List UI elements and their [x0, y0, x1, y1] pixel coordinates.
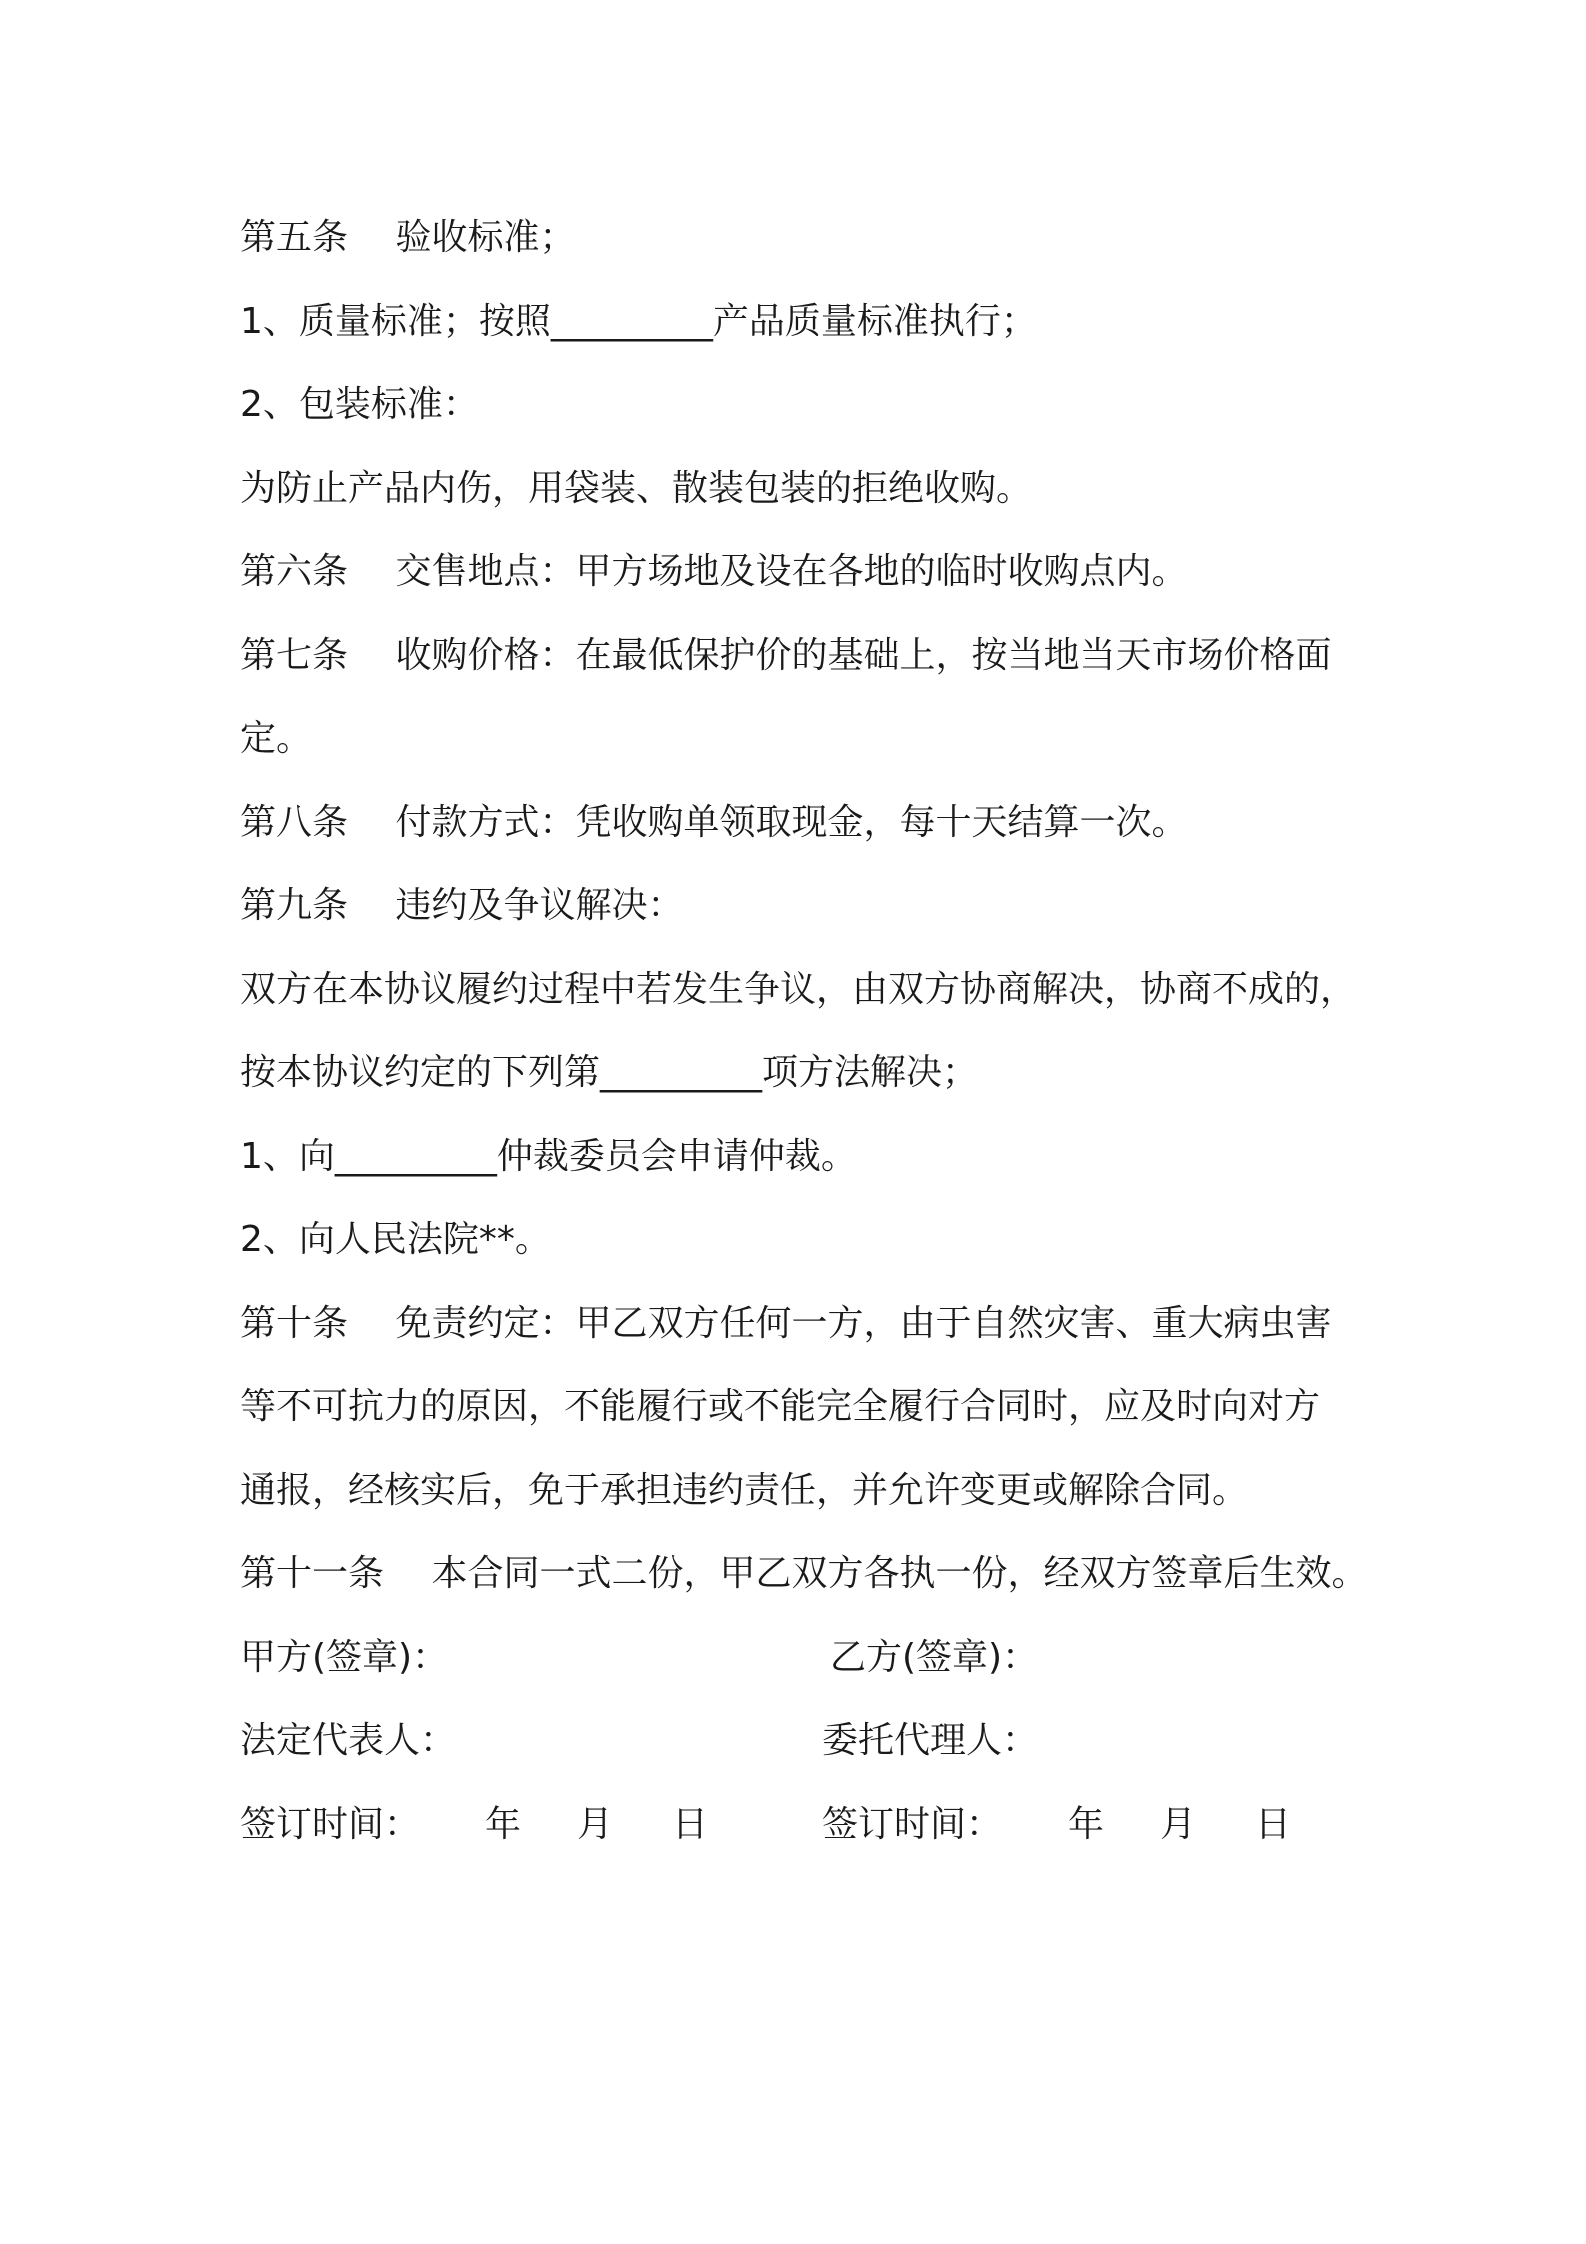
clause-7-continuation: 定。: [240, 718, 313, 759]
dispute-line-2: 按本协议约定的下列第_________项方法解决；: [240, 1052, 979, 1093]
clause-7-line: 第七条 收购价格：在最低保护价的基础上，按当地当天市场价格面: [240, 634, 1332, 676]
quality-standard-line: 1、质量标准；按照_________产品质量标准执行；: [240, 300, 1037, 342]
party-a-day: 日: [672, 1803, 709, 1845]
clause-10-line-1: 第十条 免责约定：甲乙双方任何一方，由于自然灾害、重大病虫害: [240, 1302, 1332, 1344]
party-b-day: 日: [1255, 1803, 1292, 1845]
signature-row: [240, 1616, 1360, 1700]
clause-11-line: 第十一条 本合同一式二份，甲乙双方各执一份，经双方签章后生效。: [240, 1553, 1368, 1594]
contract-body: [240, 196, 1368, 1866]
clause-6-line: 第六条 交售地点：甲方场地及设在各地的临时收购点内。: [240, 551, 1188, 592]
party-b-sign-time-label: 签订时间：: [822, 1803, 1003, 1845]
party-a-sign-time-label: 签订时间：: [240, 1803, 421, 1845]
court-option: 2、向人民法院**。: [240, 1219, 551, 1260]
party-b-agent-label: 委托代理人：: [822, 1720, 1039, 1761]
packaging-rule-line: 为防止产品内伤，用袋装、散装包装的拒绝收购。: [240, 467, 1033, 509]
party-a-representative-label: 法定代表人：: [240, 1720, 457, 1761]
arbitration-option: 1、向_________仲裁委员会申请仲裁。: [240, 1135, 857, 1177]
clause-10-line-3: 通报，经核实后，免于承担违约责任，并允许变更或解除合同。: [240, 1469, 1249, 1511]
party-b-signature-label: 乙方(签章)：: [830, 1636, 1039, 1678]
clause-9-heading: 第九条 违约及争议解决：: [240, 885, 684, 926]
party-a-year: 年: [485, 1803, 522, 1845]
party-b-year: 年: [1068, 1803, 1105, 1845]
clause-8-line: 第八条 付款方式：凭收购单领取现金，每十天结算一次。: [240, 801, 1188, 843]
party-b-month: 月: [1160, 1803, 1197, 1845]
clause-5-heading: 第五条 验收标准；: [240, 217, 576, 258]
dispute-line-1: 双方在本协议履约过程中若发生争议，由双方协商解决，协商不成的，: [240, 968, 1357, 1010]
clause-10-line-2: 等不可抗力的原因，不能履行或不能完全履行合同时，应及时向对方: [240, 1386, 1321, 1427]
packaging-standard-line: 2、包装标准：: [240, 384, 479, 425]
representative-row: [240, 1699, 1360, 1783]
party-a-month: 月: [577, 1803, 614, 1845]
party-a-signature-label: 甲方(签章)：: [240, 1636, 449, 1678]
signing-date-row: [240, 1783, 1360, 1867]
